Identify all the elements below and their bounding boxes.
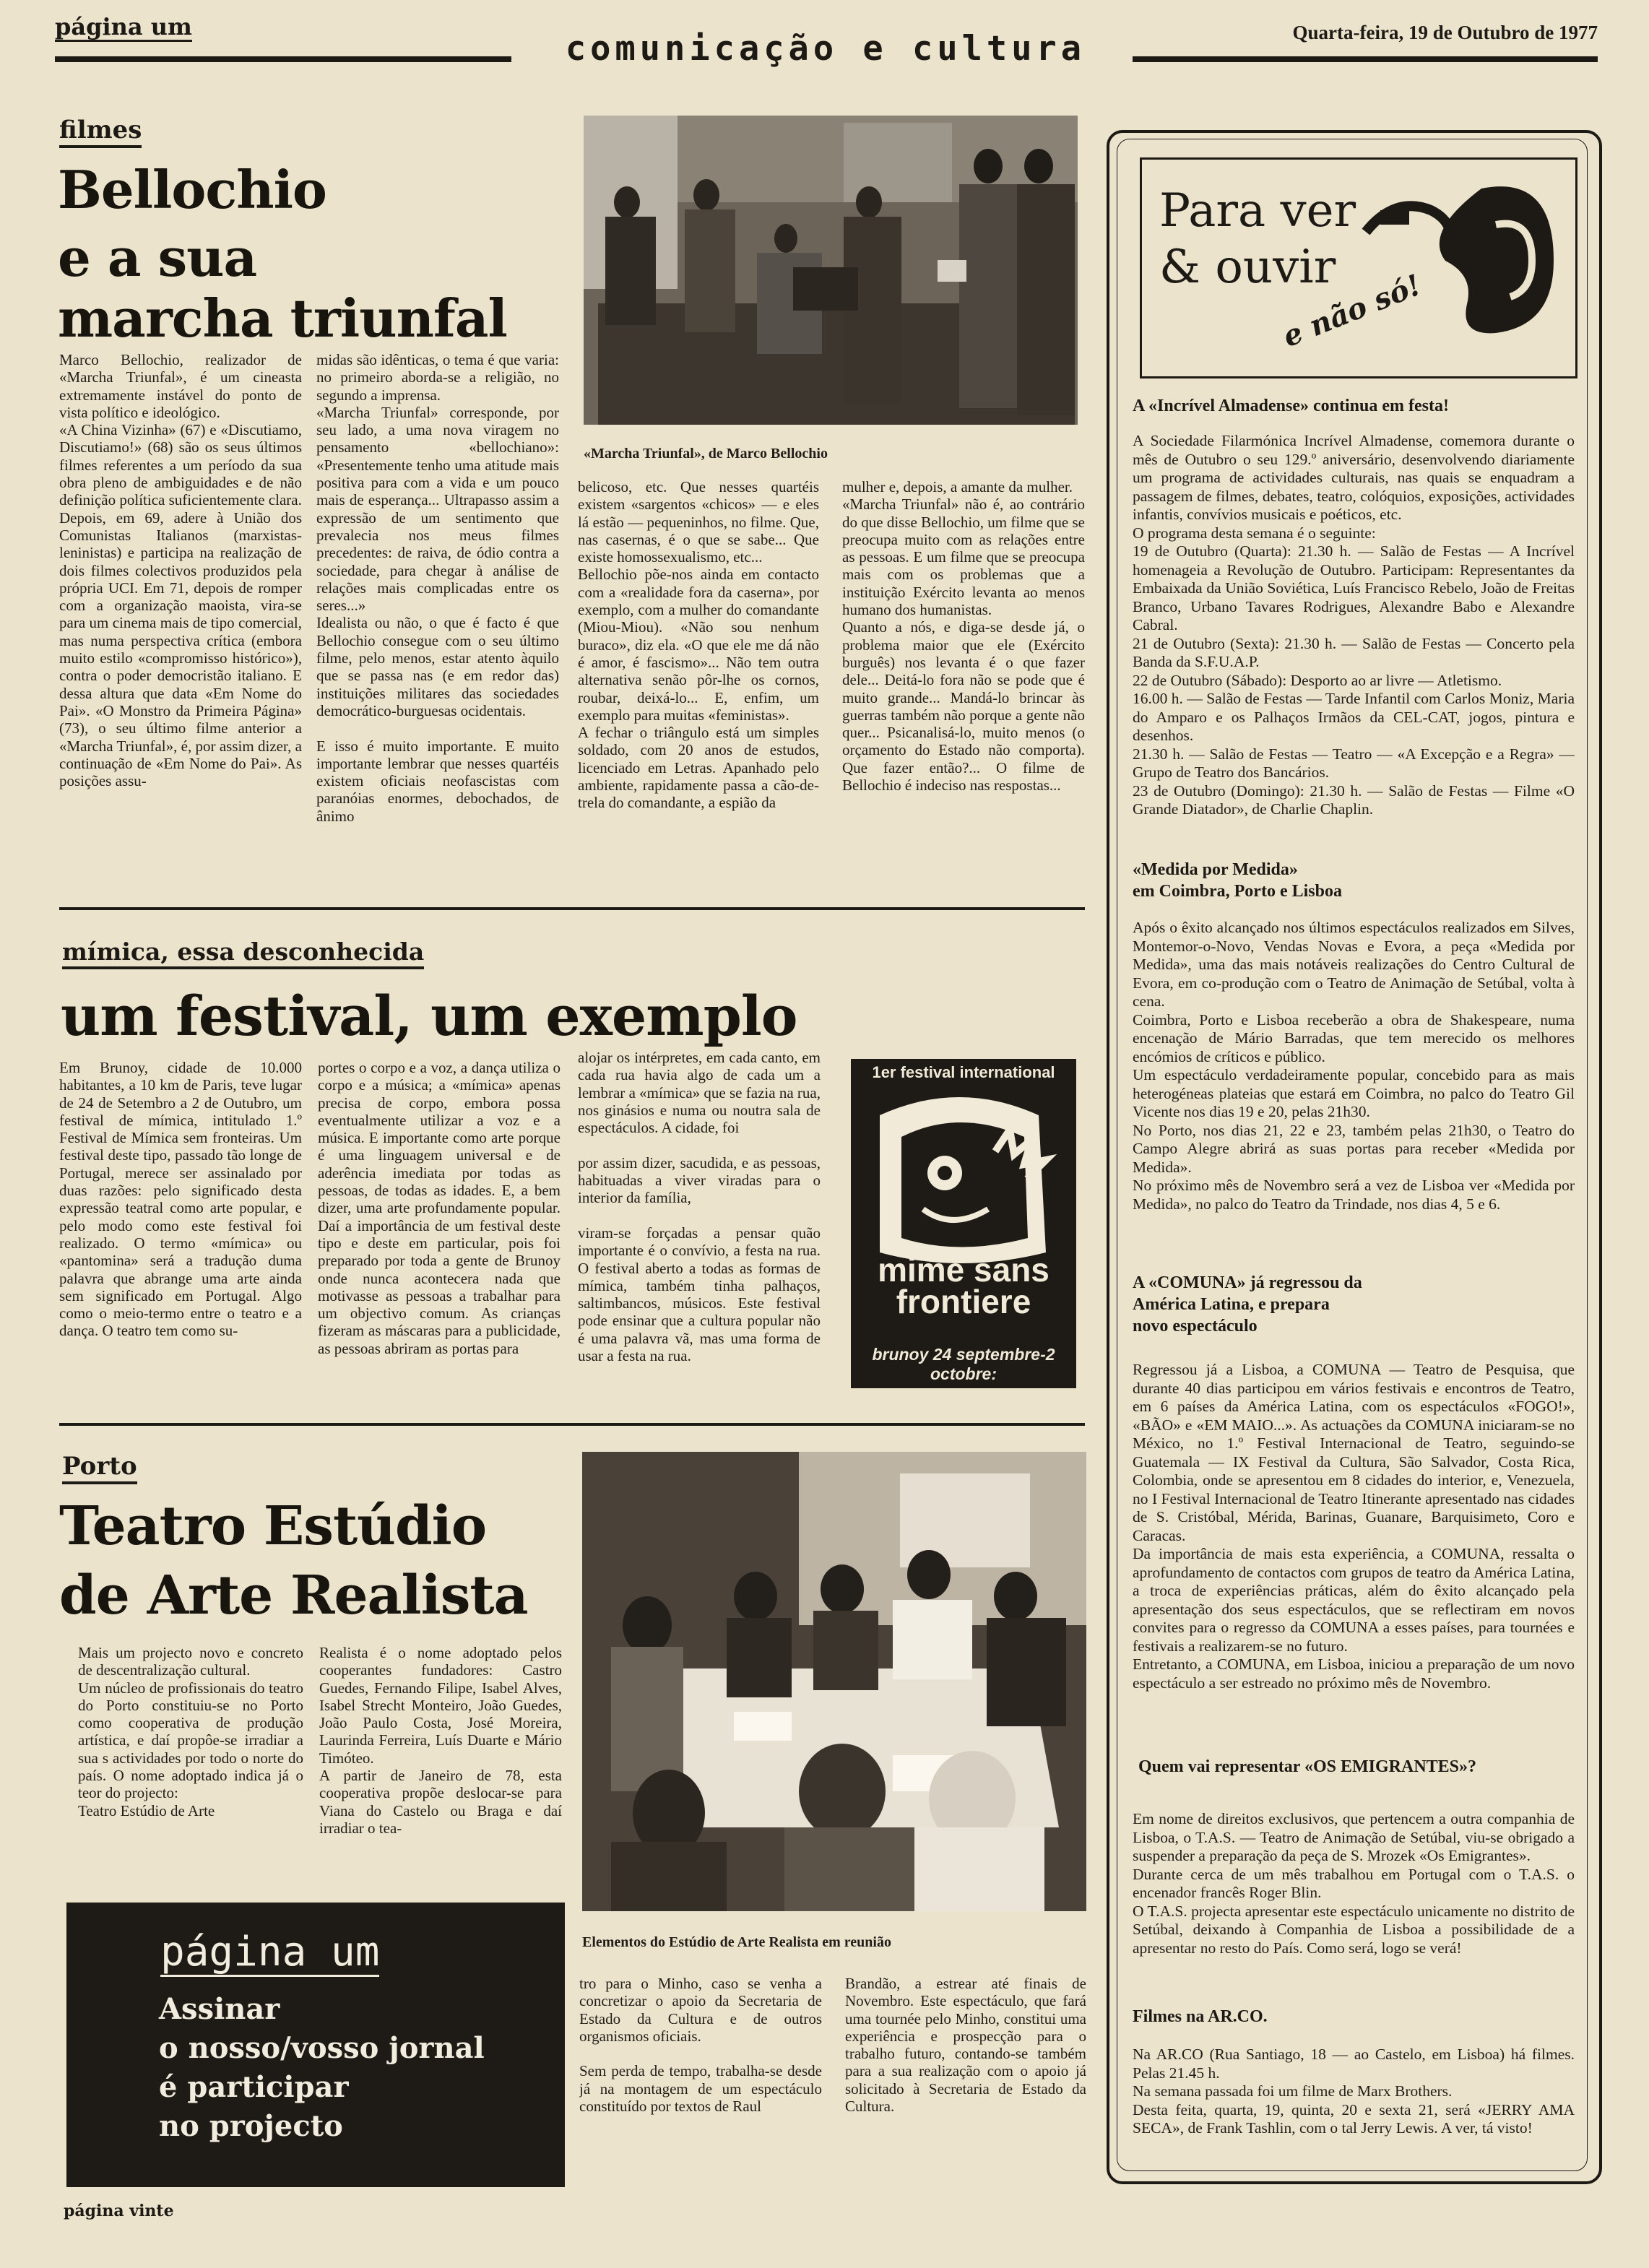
poster-title-line1: mime sans: [878, 1251, 1049, 1289]
subscription-brand: página um: [160, 1929, 380, 1975]
sidebar-logo-box: [1140, 157, 1577, 378]
subscription-line3: é participar: [159, 2070, 349, 2104]
mime-kicker: mímica, essa desconhecida: [62, 939, 424, 969]
page-number-label: página vinte: [64, 2202, 174, 2220]
subscription-line1: Assinar: [159, 1992, 280, 2026]
porto-column-4: Brandão, a estrear até finais de Novembro. Este espectáculo, que fará uma tournée pelo Minho, constitui uma experiência e prospecção para o trabalho futuro, contando-se também para a sua realização com o apoio já solicitado à Secretaria de Estado da Cultura.: [845, 1975, 1086, 2116]
film-photo-caption: «Marcha Triunfal», de Marco Bellochio: [584, 446, 828, 462]
sidebar-s3-title-line2: América Latina, e prepara: [1133, 1295, 1330, 1314]
poster-dates: brunoy 24 septembre-2 octobre:: [872, 1345, 1055, 1383]
sidebar-s1-body: A Sociedade Filarmónica Incrível Almadense, comemora durante o mês de Outubro o seu 129.º aniversário, desenvolvendo diariamente um programa de actividades culturais, nas quais se enquadram a passagem de filmes, debates, teatro, colóquios, exposições, actividades infantis, convívios musicais e poéticos, etc. O programa desta semana é o seguinte: 19 de Outubro (Quarta): 21.30 h. — Salão de Festas — A Incrível homenageia a Revolução de Outubro. Participam: Representantes da Embaixada da União Soviética, Luís Francisco Rebelo, João de Freitas Branco, Urbano Tavares Rodrigues, Alexandre Babo e Alexandre Cabral. 21 de Outubro (Sexta): 21.30 h. — Salão de Festas — Concerto pela Banda da S.F.U.A.P. 22 de Outubro (Sábado): Desporto ao ar livre — Atletismo. 16.00 h. — Salão de Festas — Tarde Infantil com Carlos Moniz, Maria do Amparo e os Palhaços Irmãos da CEL-CAT, jogos, pintura e desenhos. 21.30 h. — Salão de Festas — Teatro — «A Excepção e a Regra» — Grupo de Teatro dos Bancários. 23 de Outubro (Domingo): 21.30 h. — Salão de Festas — Filme «O Grande Diatador», de Charlie Chaplin.: [1133, 432, 1575, 818]
logo-line3: e não só!: [1278, 267, 1427, 355]
porto-column-1: Mais um projecto novo e concreto de descentralização cultural. Um núcleo de profissionais do teatro do Porto constituiu-se no Porto como cooperativa de produção artística, e daí propôe-se irradiar a sua s actividades por todo o norte do país. O nome adoptado indica já o teor do projecto: Teatro Estúdio de Arte: [78, 1644, 303, 1819]
mime-column-2: portes o corpo e a voz, a dança utiliza o corpo e a música; a «mímica» apenas precisa de corpo, embora possa eventualmente utilizar a voz e a música. E importante como arte porque é uma linguagem universal e de aderência imediata por todas as pessoas, de todas as idades. E, a bem dizer, uma arte profundamente popular. Daí a importância de um festival deste tipo e deste em particular, pois foi preparado por toda a gente de Brunoy onde nunca acontecera nada que motivasse as pessoas a trabalhar para um objectivo comum. As crianças fizeram as máscaras para a publicidade, as pessoas abriram as portas para: [318, 1059, 561, 1357]
subscription-line4: no projecto: [159, 2109, 343, 2143]
sidebar-s4-body: Em nome de direitos exclusivos, que pertencem a outra companhia de Lisboa, o T.A.S. — Teatro de Animação de Setúbal, viu-se obrigado a suspender a preparação da peça de S. Mrozek «Os Emigrantes». Durante cerca de um mês trabalhou em Portugal com o T.A.S. o encenador francês Roger Blin. O T.A.S. projecta apresentar este espectáculo unicamente no distrito de Setúbal, deixando à Companhia de Lisboa a possibilidade de a apresentar no resto do País. Como será, logo se verá!: [1133, 1810, 1575, 1957]
film-column-3: belicoso, etc. Que nesses quartéis existem «sargentos «chicos» — e eles lá estão — pequeninhos, no filme. Que, nas casernas, é o que se sabe... Que existe homossexualismo, etc... Bellochio põe-nos ainda em contacto com a «realidade fora da caserna», por exemplo, com a mulher do comandante (Miou-Miou). «Não sou nenhum buraco», diz ela. «O que ele me dá não é amor, é fascismo»... Não tem outra alternativa senão pôr-lhe os cornos, roubar, deixá-lo... E, enfim, um exemplo para muitas «feministas». A fechar o triângulo está um simples soldado, com 20 anos de estudos, licenciado em Letras. Apanhado pelo ambiente, rapidamente passa a cão-de-trela do comandante, a espião da: [578, 478, 819, 812]
mime-festival-poster: [851, 1059, 1076, 1388]
divider-film-mime: [59, 907, 1085, 910]
film-still-illustration: [584, 116, 1078, 425]
porto-column-3: tro para o Minho, caso se venha a concretizar o apoio da Secretaria de Estado da Cultura e de outros organismos oficiais. Sem perda de tempo, trabalha-se desde já na montagem de um espectáculo constituído por textos de Raul: [579, 1975, 822, 2116]
film-column-2: midas são idênticas, o tema é que varia: no primeiro aborda-se a religião, no segundo a imprensa. «Marcha Triunfal» corresponde, por seu lado, a uma nova viragem no pensamento «bellochiano»: «Presentemente tenho uma atitude mais positiva para com a vida e um pouco mais de esperança... Ultrapasso assim a expressão de um sentimento que prevalecia nos meus filmes precedentes: de raiva, de ódio contra a sociedade, para chegar à análise de relações mais complicadas entre os seres...» Idealista ou não, o que é facto é que Bellochio consegue com o seu último filme, pelo menos, estar atento àquilo que se passa nas (e em redor das) instituições militares das sociedades democrático-burguesas ocidentais. E isso é muito importante. E muito importante lembrar que nesses quartéis existem oficiais neofascistas com paranóias enormes, debochados, de ânimo: [316, 351, 559, 825]
porto-kicker: Porto: [62, 1453, 137, 1484]
porto-column-2: Realista é o nome adoptado pelos cooperantes fundadores: Castro Guedes, Fernando Filipe, Isabel Alves, Isabel Strecht Monteiro, João Guedes, João Paulo Costa, José Moreira, Laurinda Ferreira, Luís Duarte e Mário Timóteo. A partir de Janeiro de 78, esta cooperativa propõe deslocar-se para Viana do Castelo ou Braga e daí irradiar o tea-: [319, 1644, 562, 1837]
sidebar-s5-body: Na AR.CO (Rua Santiago, 18 — ao Castelo, em Lisboa) há filmes. Pelas 21.45 h. Na semana passada foi um filme de Marx Brothers. Desta feita, quarta, 19, quinta, 20 e sexta 21, será «JERRY AMA SECA», de Frank Tashlin, com o tal Jerry Lewis. A ver, tá visto!: [1133, 2046, 1575, 2137]
masthead-rule-left: [55, 56, 511, 62]
sidebar-s2-title-line1: «Medida por Medida»: [1133, 860, 1298, 879]
poster-hand-illustration: [851, 1086, 1076, 1274]
sidebar-s5-title: Filmes na AR.CO.: [1133, 2007, 1268, 2026]
sidebar-s3-title-line1: A «COMUNA» já regressou da: [1133, 1273, 1362, 1292]
film-still-photo: [584, 116, 1078, 425]
sidebar-s1-title: A «Incrível Almadense» continua em festa!: [1133, 397, 1449, 415]
logo-line2: & ouvir: [1159, 241, 1336, 294]
masthead-paper-name: página um: [55, 14, 192, 42]
film-kicker: filmes: [59, 117, 142, 148]
porto-group-photo: [582, 1452, 1086, 1911]
masthead-section-title: comunicação e cultura: [565, 29, 1086, 69]
film-title-line1: Bellochio: [58, 159, 326, 220]
sidebar-s3-body: Regressou já a Lisboa, a COMUNA — Teatro de Pesquisa, que durante 40 dias participou em vários festivais e encontros de Teatro, em 6 países da América Latina, com os espectáculos «FOGO!», «BÃO» e «EM MAIO...». As actuações da COMUNA iniciaram-se no México, no 1.º Festival Internacional de Teatro, seguindo-se Guatemala — IX Festival da Cultura, São Salvador, Costa Rica, Colombia, onde se apresentou em 8 cidades do interior, e, Venezuela, no I Festival Internacional de Teatro Itinerante apresentado nas cidades de S. Cristóbal, Mérida, Barinas, Guanare, Barquisimeto, Coro e Caracas. Da importância de mais esta experiência, a COMUNA, ressalta o aprofundamento de contactos com grupos de teatro da América Latina, a troca de experiências práticas, além do êxito alcançado pela apresentação dos seus espectáculos, que se reflectiram em novos convites para o regresso da COMUNA a esses países, para tournées e festivais a realizarem-se no futuro. Entretanto, a COMUNA, em Lisboa, iniciou a preparação de um novo espectáculo a ser estreado no próximo mês de Novembro.: [1133, 1361, 1575, 1692]
film-column-1: Marco Bellochio, realizador de «Marcha Triunfal», é um cineasta extremamente instável do ponto de vista político e ideológico. «A China Vizinha» (67) e «Discutiamo, Discutiamo!» (68) são os seus últimos filmes referentes a um período da sua obra pleno de ambiguidades e de não definição política suficientemente clara. Depois, em 69, adere à União dos Comunistas Italianos (marxistas-leninistas) e participa na realização de dois filmes colectivos produzidos pela própria UCI. Em 71, depois de romper com a organização maoista, vira-se para um cinema mais de tipo comercial, mas numa perspectiva crítica (embora muito estilo «compromisso histórico»), contra o poder democristão italiano. E dessa altura que data «Em Nome do Pai». «O Monstro da Primeira Página» (73), o seu último filme anterior a «Marcha Triunfal», é, por assim dizer, a continuação de «Em Nome do Pai». As posições assu-: [59, 351, 302, 790]
sidebar-s2-title-line2: em Coimbra, Porto e Lisboa: [1133, 882, 1342, 901]
mime-title: um festival, um exemplo: [61, 984, 797, 1048]
sidebar-s3-title-line3: novo espectáculo: [1133, 1317, 1258, 1336]
porto-photo-caption: Elementos do Estúdio de Arte Realista em reunião: [582, 1934, 891, 1950]
film-title-line2: e a sua: [58, 227, 257, 288]
subscription-banner[interactable]: [66, 1903, 565, 2187]
divider-mime-porto: [59, 1423, 1085, 1426]
mime-column-1: Em Brunoy, cidade de 10.000 habitantes, a 10 km de Paris, teve lugar de 24 de Setembro a 2 de Outubro, um festival de mímica, intitulado 1.º Festival de Mímica sem fronteiras. Um festival deste tipo, passado tão longe de Portugal, merece ser assinalado por duas razões: pelo significado desta expressão teatral como arte popular, e pelo modo como este festival foi realizado. O termo «mímica» ou «pantomina» será a tradução duma palavra que abrange uma arte ainda sem significado em Portugal. Algo como o meio-termo entre o teatro e a dança. O teatro tem como su-: [59, 1059, 302, 1340]
logo-line1: Para ver: [1159, 184, 1356, 238]
masthead-date: Quarta-feira, 19 de Outubro de 1977: [1292, 22, 1598, 43]
masthead-rule-right: [1133, 56, 1598, 62]
sidebar-s2-body: Após o êxito alcançado nos últimos espectáculos realizados em Silves, Montemor-o-Novo, Vendas Novas e Evora, a peça «Medida por Medida», uma das mais notáveis realizações do Centro Cultural de Evora, em co-produção com o Teatro de Animação de Setúbal, volta à cena. Coimbra, Porto e Lisboa receberão a obra de Shakespeare, numa encenação de Mário Barradas, que tem merecido os melhores encómios de críticos e público. Um espectáculo verdadeiramente popular, concebido para as mais heterogéneas plateias que estará em Coimbra, no palco do Teatro Gil Vicente nos dias 19 e 20, pelas 21h30. No Porto, nos dias 21, 22 e 23, também pelas 21h30, o Teatro do Campo Alegre abrirá as suas portas para receber «Medida por Medida». No próximo mês de Novembro será a vez de Lisboa ver «Medida por Medida», no palco do Teatro da Trindade, nos dias 4, 5 e 6.: [1133, 919, 1575, 1213]
film-column-4: mulher e, depois, a amante da mulher. «Marcha Triunfal» não é, ao contrário do que disse Bellochio, um filme que se preocupa muito com as relações entre as pessoas. E um filme que se preocupa mais com os problemas que a instituição Exército levanta ao menos humano dos humanistas. Quanto a nós, e diga-se desde já, o problema maior que ele (Exército burguês) nos levanta é o que fazer dele... Deitá-lo fora não se pode que é muito grande... Mandá-lo brincar às guerras também não porque a gente não quer... Psicanalisá-lo, muito menos (o orçamento do Estado não comporta). Que fazer então?... O filme de Bellochio é indeciso nas respostas...: [842, 478, 1085, 795]
film-title-line3: marcha triunfal: [58, 287, 507, 349]
porto-title-line2: de Arte Realista: [59, 1564, 528, 1627]
subscription-line2: o nosso/vosso jornal: [159, 2031, 485, 2065]
poster-top-text: 1er festival international: [872, 1063, 1055, 1081]
porto-group-illustration: [582, 1452, 1086, 1911]
poster-title-line2: frontiere: [896, 1283, 1031, 1320]
sidebar-s4-title: Quem vai representar «OS EMIGRANTES»?: [1138, 1757, 1477, 1776]
porto-title-line1: Teatro Estúdio: [59, 1495, 487, 1557]
mime-column-3: alojar os intérpretes, em cada canto, em cada rua havia algo de cada um a lembrar a «mímica» que se fazia na rua, nos ginásios e numa ou noutra sala de espectáculos. A cidade, foi por assim dizer, sacudida, e as pessoas, habituadas a viver viradas para o interior da família, viram-se forçadas a pensar quão importante é o convívio, a festa na rua. O festival aberto a todas as formas de mímica, também tinha palhaços, saltimbancos, músicos. Este festival pode ensinar que a cultura popular não é uma palavra vã, mas uma forma de usar a festa na rua.: [578, 1049, 821, 1365]
